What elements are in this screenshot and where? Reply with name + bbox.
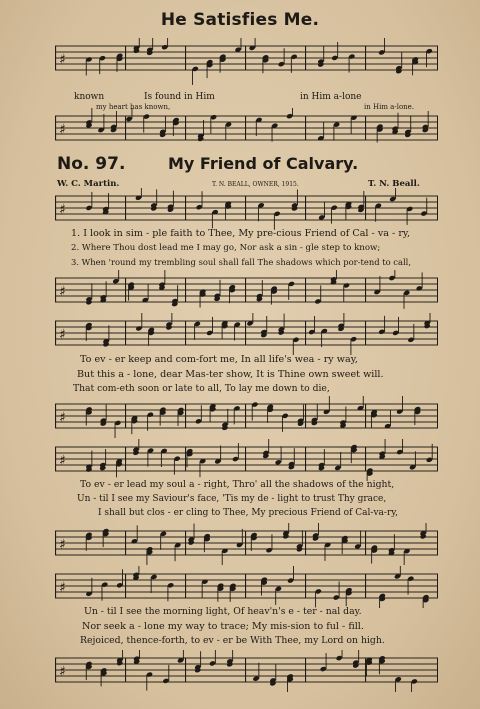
- lyric-line: 3. When 'round my trembling soul shall fall The shadows which por-tend to call,: [71, 257, 412, 267]
- bass-staff: [55, 650, 438, 692]
- svg-text:♯: ♯: [59, 52, 66, 68]
- lyric-fragment: my heart has known,: [96, 103, 171, 111]
- bass-staff: [55, 396, 438, 438]
- svg-text:♯: ♯: [59, 537, 66, 553]
- lyric-line: I shall but clos - er cling to Thee, My precious Friend of Cal-va-ry,: [98, 508, 399, 518]
- composer-credit: T. N. Beall.: [368, 179, 420, 189]
- top-treble-staff: [55, 38, 438, 98]
- top-song-title: He Satisfies Me.: [160, 10, 320, 30]
- hymn-title: My Friend of Calvary.: [168, 154, 359, 173]
- lyric-line: To ev - er lead my soul a - right, Thro' all the shadows of the night,: [80, 479, 395, 490]
- lyric-line: That com-eth soon or late to all, To lay me down to die,: [73, 383, 330, 394]
- lyric-line: Nor seek a - lone my way to trace; My mis-sion to ful - fill.: [82, 621, 364, 632]
- svg-text:♯: ♯: [59, 453, 66, 469]
- lyric-fragment: Is found in Him: [144, 92, 215, 102]
- lyric-fragment: in Him a-lone.: [364, 103, 415, 111]
- bass-staff: [55, 523, 438, 565]
- svg-text:♯: ♯: [59, 122, 66, 138]
- lyric-line: But this a - lone, dear Mas-ter show, It is Thine own sweet will.: [77, 369, 384, 380]
- lyric-fragment: in Him a-lone: [300, 92, 362, 102]
- top-bass-staff: [55, 108, 438, 148]
- lyric-line: Rejoiced, thence-forth, to ev - er be With Thee, my Lord on high.: [80, 635, 385, 646]
- bass-staff: [55, 270, 438, 312]
- svg-text:♯: ♯: [59, 284, 66, 300]
- lyric-line: Un - til I see my Saviour's face, 'Tis my de - light to trust Thy grace,: [77, 494, 387, 504]
- lyricist-credit: W. C. Martin.: [57, 179, 120, 189]
- svg-text:♯: ♯: [59, 410, 66, 426]
- svg-text:♯: ♯: [59, 580, 66, 596]
- treble-staff: [55, 313, 438, 355]
- svg-text:♯: ♯: [59, 664, 66, 680]
- lyric-fragment: known: [74, 92, 105, 102]
- svg-text:♯: ♯: [59, 202, 66, 218]
- treble-staff: [55, 566, 438, 608]
- svg-text:♯: ♯: [59, 327, 66, 343]
- copyright-notice: T. N. BEALL, OWNER, 1915.: [212, 181, 299, 188]
- treble-staff: [55, 188, 438, 230]
- lyric-line: 2. Where Thou dost lead me I may go, Nor ask a sin - gle step to know;: [71, 243, 381, 253]
- hymn-number: No. 97.: [57, 154, 126, 174]
- lyric-line: To ev - er keep and com-fort me, In all life's wea - ry way,: [80, 354, 358, 365]
- lyric-line: Un - til I see the morning light, Of heav'n's e - ter - nal day.: [84, 606, 362, 617]
- treble-staff: [55, 439, 438, 481]
- lyric-line: 1. I look in sim - ple faith to Thee, My pre-cious Friend of Cal - va - ry,: [71, 228, 411, 239]
